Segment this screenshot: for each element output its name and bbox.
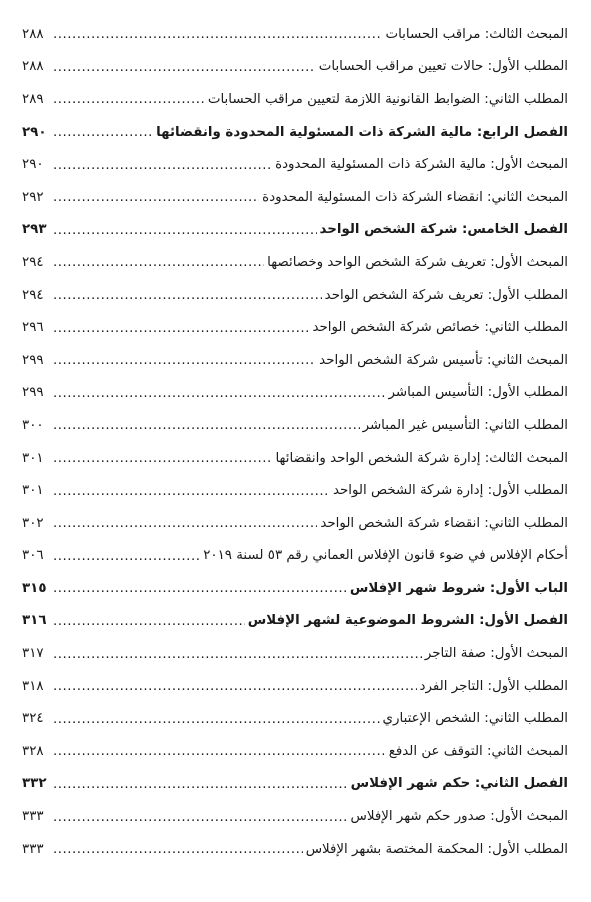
- toc-page-number: ٣١٨: [22, 678, 44, 694]
- toc-dot-leader: [53, 842, 303, 858]
- toc-dot-leader: [53, 744, 386, 760]
- toc-heading-row: [22, 768, 568, 801]
- toc-entry-row: [22, 18, 568, 51]
- toc-dot-leader: [53, 549, 200, 565]
- toc-entry-title: الفصل الثاني: حكم شهر الإفلاس: [350, 776, 568, 792]
- toc-entry-title: المطلب الثاني: انقضاء شركة الشخص الواحد: [320, 515, 568, 531]
- toc-entry-row: [22, 279, 568, 312]
- toc-page-number: ٣٣٢: [22, 776, 47, 792]
- toc-entry-row: [22, 51, 568, 84]
- toc-entry-row: [22, 409, 568, 442]
- toc-page-number: ٣١٥: [22, 580, 47, 596]
- toc-entry-title: المبحث الأول: تعريف شركة الشخص الواحد وخصائصها: [267, 254, 568, 270]
- toc-heading-row: [22, 605, 568, 638]
- toc-dot-leader: [53, 92, 205, 108]
- toc-entry-row: [22, 735, 568, 768]
- toc-entry-row: [22, 507, 568, 540]
- toc-entry-title: المبحث الثاني: التوقف عن الدفع: [388, 743, 568, 759]
- toc-entry-title: المطلب الأول: حالات تعيين مراقب الحسابات: [318, 59, 568, 75]
- toc-entry-row: [22, 702, 568, 735]
- toc-dot-leader: [53, 223, 317, 239]
- toc-page-number: ٣٠٢: [22, 515, 44, 531]
- toc-page-number: ٣١٦: [22, 613, 47, 629]
- toc-entry-row: [22, 540, 568, 573]
- toc-entry-title: الباب الأول: شروط شهر الإفلاس: [349, 580, 568, 596]
- toc-entry-row: [22, 344, 568, 377]
- toc-entry-title: المبحث الثالث: إدارة شركة الشخص الواحد وانقضائها: [275, 450, 568, 466]
- toc-page-number: ٢٨٨: [22, 59, 44, 75]
- toc-dot-leader: [53, 581, 347, 597]
- toc-page-number: ٢٩٦: [22, 320, 44, 336]
- toc-page-number: ٣٣٣: [22, 809, 44, 825]
- toc-page-number: ٢٩٤: [22, 287, 44, 303]
- toc-entry-title: الفصل الخامس: شركة الشخص الواحد: [319, 222, 568, 238]
- toc-page-number: ٢٩٩: [22, 352, 44, 368]
- toc-page-number: ٢٩٩: [22, 385, 44, 401]
- toc-entry-row: [22, 800, 568, 833]
- toc-dot-leader: [53, 353, 316, 369]
- toc-page-number: ٢٨٨: [22, 26, 44, 42]
- toc-entry-title: المطلب الأول: التاجر الفرد: [419, 678, 568, 694]
- toc-page-number: ٢٩٣: [22, 222, 47, 238]
- toc-entry-title: المطلب الثاني: الضوابط القانونية اللازمة لتعيين مراقب الحسابات: [207, 91, 568, 107]
- toc-entry-row: [22, 311, 568, 344]
- toc-entry-row: [22, 377, 568, 410]
- toc-entry-row: [22, 442, 568, 475]
- toc-entry-row: [22, 148, 568, 181]
- toc-page-number: ٢٩٠: [22, 157, 44, 173]
- toc-dot-leader: [53, 27, 382, 43]
- toc-dot-leader: [53, 777, 348, 793]
- toc-dot-leader: [53, 386, 386, 402]
- toc-entry-title: المبحث الأول: صدور حكم شهر الإفلاس: [350, 809, 568, 825]
- toc-dot-leader: [53, 810, 347, 826]
- toc-dot-leader: [53, 614, 245, 630]
- toc-page-number: ٣٣٣: [22, 841, 44, 857]
- toc-page-number: ٢٩٠: [22, 124, 47, 140]
- toc-entry-row: [22, 181, 568, 214]
- toc-page-number: ٣١٧: [22, 646, 44, 662]
- toc-entry-title: أحكام الإفلاس في ضوء قانون الإفلاس العماني رقم ٥٣ لسنة ٢٠١٩: [203, 548, 568, 564]
- toc-entry-title: المطلب الثاني: التأسيس غير المباشر: [362, 417, 568, 433]
- toc-page-number: ٣٢٤: [22, 711, 44, 727]
- toc-entry-title: المبحث الثاني: انقضاء الشركة ذات المسئولية المحدودة: [262, 189, 568, 205]
- toc-entry-title: الفصل الأول: الشروط الموضوعية لشهر الإفلاس: [247, 613, 568, 629]
- toc-entry-row: [22, 474, 568, 507]
- toc-dot-leader: [53, 288, 322, 304]
- toc-dot-leader: [53, 125, 153, 141]
- toc-dot-leader: [53, 679, 417, 695]
- toc-entry-title: المبحث الأول: مالية الشركة ذات المسئولية المحدودة: [275, 157, 568, 173]
- toc-dot-leader: [53, 60, 316, 76]
- toc-entry-title: المطلب الأول: التأسيس المباشر: [388, 385, 568, 401]
- toc-entry-title: المطلب الأول: المحكمة المختصة بشهر الإفلاس: [305, 841, 568, 857]
- toc-entry-title: المطلب الثاني: خصائص شركة الشخص الواحد: [312, 320, 568, 336]
- toc-entry-title: المبحث الأول: صفة التاجر: [424, 646, 568, 662]
- toc-entry-row: [22, 637, 568, 670]
- toc-page-number: ٢٩٢: [22, 189, 44, 205]
- toc-entry-title: المطلب الأول: تعريف شركة الشخص الواحد: [324, 287, 568, 303]
- toc-page-number: ٣٠١: [22, 483, 44, 499]
- toc-dot-leader: [53, 647, 422, 663]
- toc-entry-row: [22, 833, 568, 866]
- toc-page-number: ٣٢٨: [22, 743, 44, 759]
- toc-dot-leader: [53, 516, 317, 532]
- toc-page-number: ٢٨٩: [22, 91, 44, 107]
- toc-dot-leader: [53, 484, 330, 500]
- toc-dot-leader: [53, 190, 259, 206]
- toc-dot-leader: [53, 712, 380, 728]
- toc-entry-row: [22, 246, 568, 279]
- toc-entry-title: المطلب الثاني: الشخص الإعتباري: [382, 711, 568, 727]
- toc-dot-leader: [53, 158, 272, 174]
- toc-entry-title: المبحث الثاني: تأسيس شركة الشخص الواحد: [319, 352, 568, 368]
- toc-entry-title: المطلب الأول: إدارة شركة الشخص الواحد: [332, 483, 568, 499]
- toc-page-number: ٣٠٠: [22, 417, 44, 433]
- toc-entry-title: المبحث الثالث: مراقب الحسابات: [385, 26, 568, 42]
- toc-dot-leader: [53, 451, 272, 467]
- toc-page-number: ٢٩٤: [22, 254, 44, 270]
- toc-entry-row: [22, 83, 568, 116]
- toc-heading-row: [22, 214, 568, 247]
- toc-entry-title: الفصل الرابع: مالية الشركة ذات المسئولية المحدودة وانقضائها: [156, 124, 568, 140]
- toc-dot-leader: [53, 255, 264, 271]
- table-of-contents: [22, 18, 568, 865]
- toc-entry-row: [22, 670, 568, 703]
- toc-dot-leader: [53, 321, 309, 337]
- toc-dot-leader: [53, 418, 360, 434]
- toc-heading-row: [22, 572, 568, 605]
- toc-page-number: ٣٠٦: [22, 548, 44, 564]
- toc-heading-row: [22, 116, 568, 149]
- toc-page-number: ٣٠١: [22, 450, 44, 466]
